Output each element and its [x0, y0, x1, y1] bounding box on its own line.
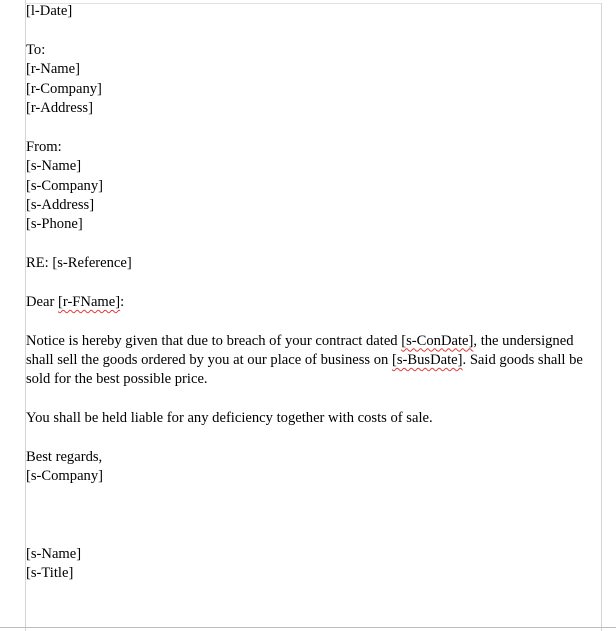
closing-company: [s-Company] [26, 468, 104, 485]
blank-line [26, 118, 601, 137]
recipient-company: [r-Company] [26, 80, 102, 97]
sender-phone: [s-Phone] [26, 216, 83, 233]
notice-paragraph [26, 332, 601, 390]
salutation-prefix: Dear [26, 293, 59, 310]
blank-line [26, 273, 601, 292]
business-date-field: [s-BusDate] [391, 352, 463, 369]
page-border-right [601, 3, 602, 631]
notice-text-3: . Said goods shall be sold for the best possible price. [26, 352, 583, 388]
blank-line [26, 235, 601, 254]
sender-company: [s-Company] [26, 177, 104, 194]
contract-date-field: [s-ConDate] [401, 332, 474, 349]
page-border-bottom [0, 627, 616, 628]
sender-name: [s-Name] [26, 158, 82, 175]
letter-body[interactable] [26, 2, 601, 584]
recipient-name: [r-Name] [26, 61, 80, 78]
from-label: From: [26, 138, 62, 155]
notice-text-1: Notice is hereby given that due to breach of your contract dated [26, 332, 402, 349]
liability-paragraph: You shall be held liable for any deficiency together with costs of sale. [26, 410, 433, 427]
reference-line: RE: [s-Reference] [26, 255, 132, 272]
blank-line [26, 526, 601, 545]
salutation-name-field: [r-FName] [58, 293, 121, 310]
blank-line [26, 21, 601, 40]
salutation-suffix: : [120, 293, 125, 310]
sender-address: [s-Address] [26, 196, 95, 213]
closing: Best regards, [26, 449, 103, 466]
blank-line [26, 487, 601, 506]
blank-line [26, 506, 601, 525]
blank-line [26, 390, 601, 409]
blank-line [26, 429, 601, 448]
signature-title: [s-Title] [26, 565, 74, 582]
to-label: To: [26, 41, 46, 58]
letter-date: [l-Date] [26, 3, 73, 19]
salutation [26, 293, 601, 312]
recipient-address: [r-Address] [26, 99, 93, 116]
signature-name: [s-Name] [26, 546, 82, 562]
notice-text-2: , the undersigned shall sell the goods ordered by you at our place of business on [26, 332, 574, 369]
blank-line [26, 312, 601, 331]
